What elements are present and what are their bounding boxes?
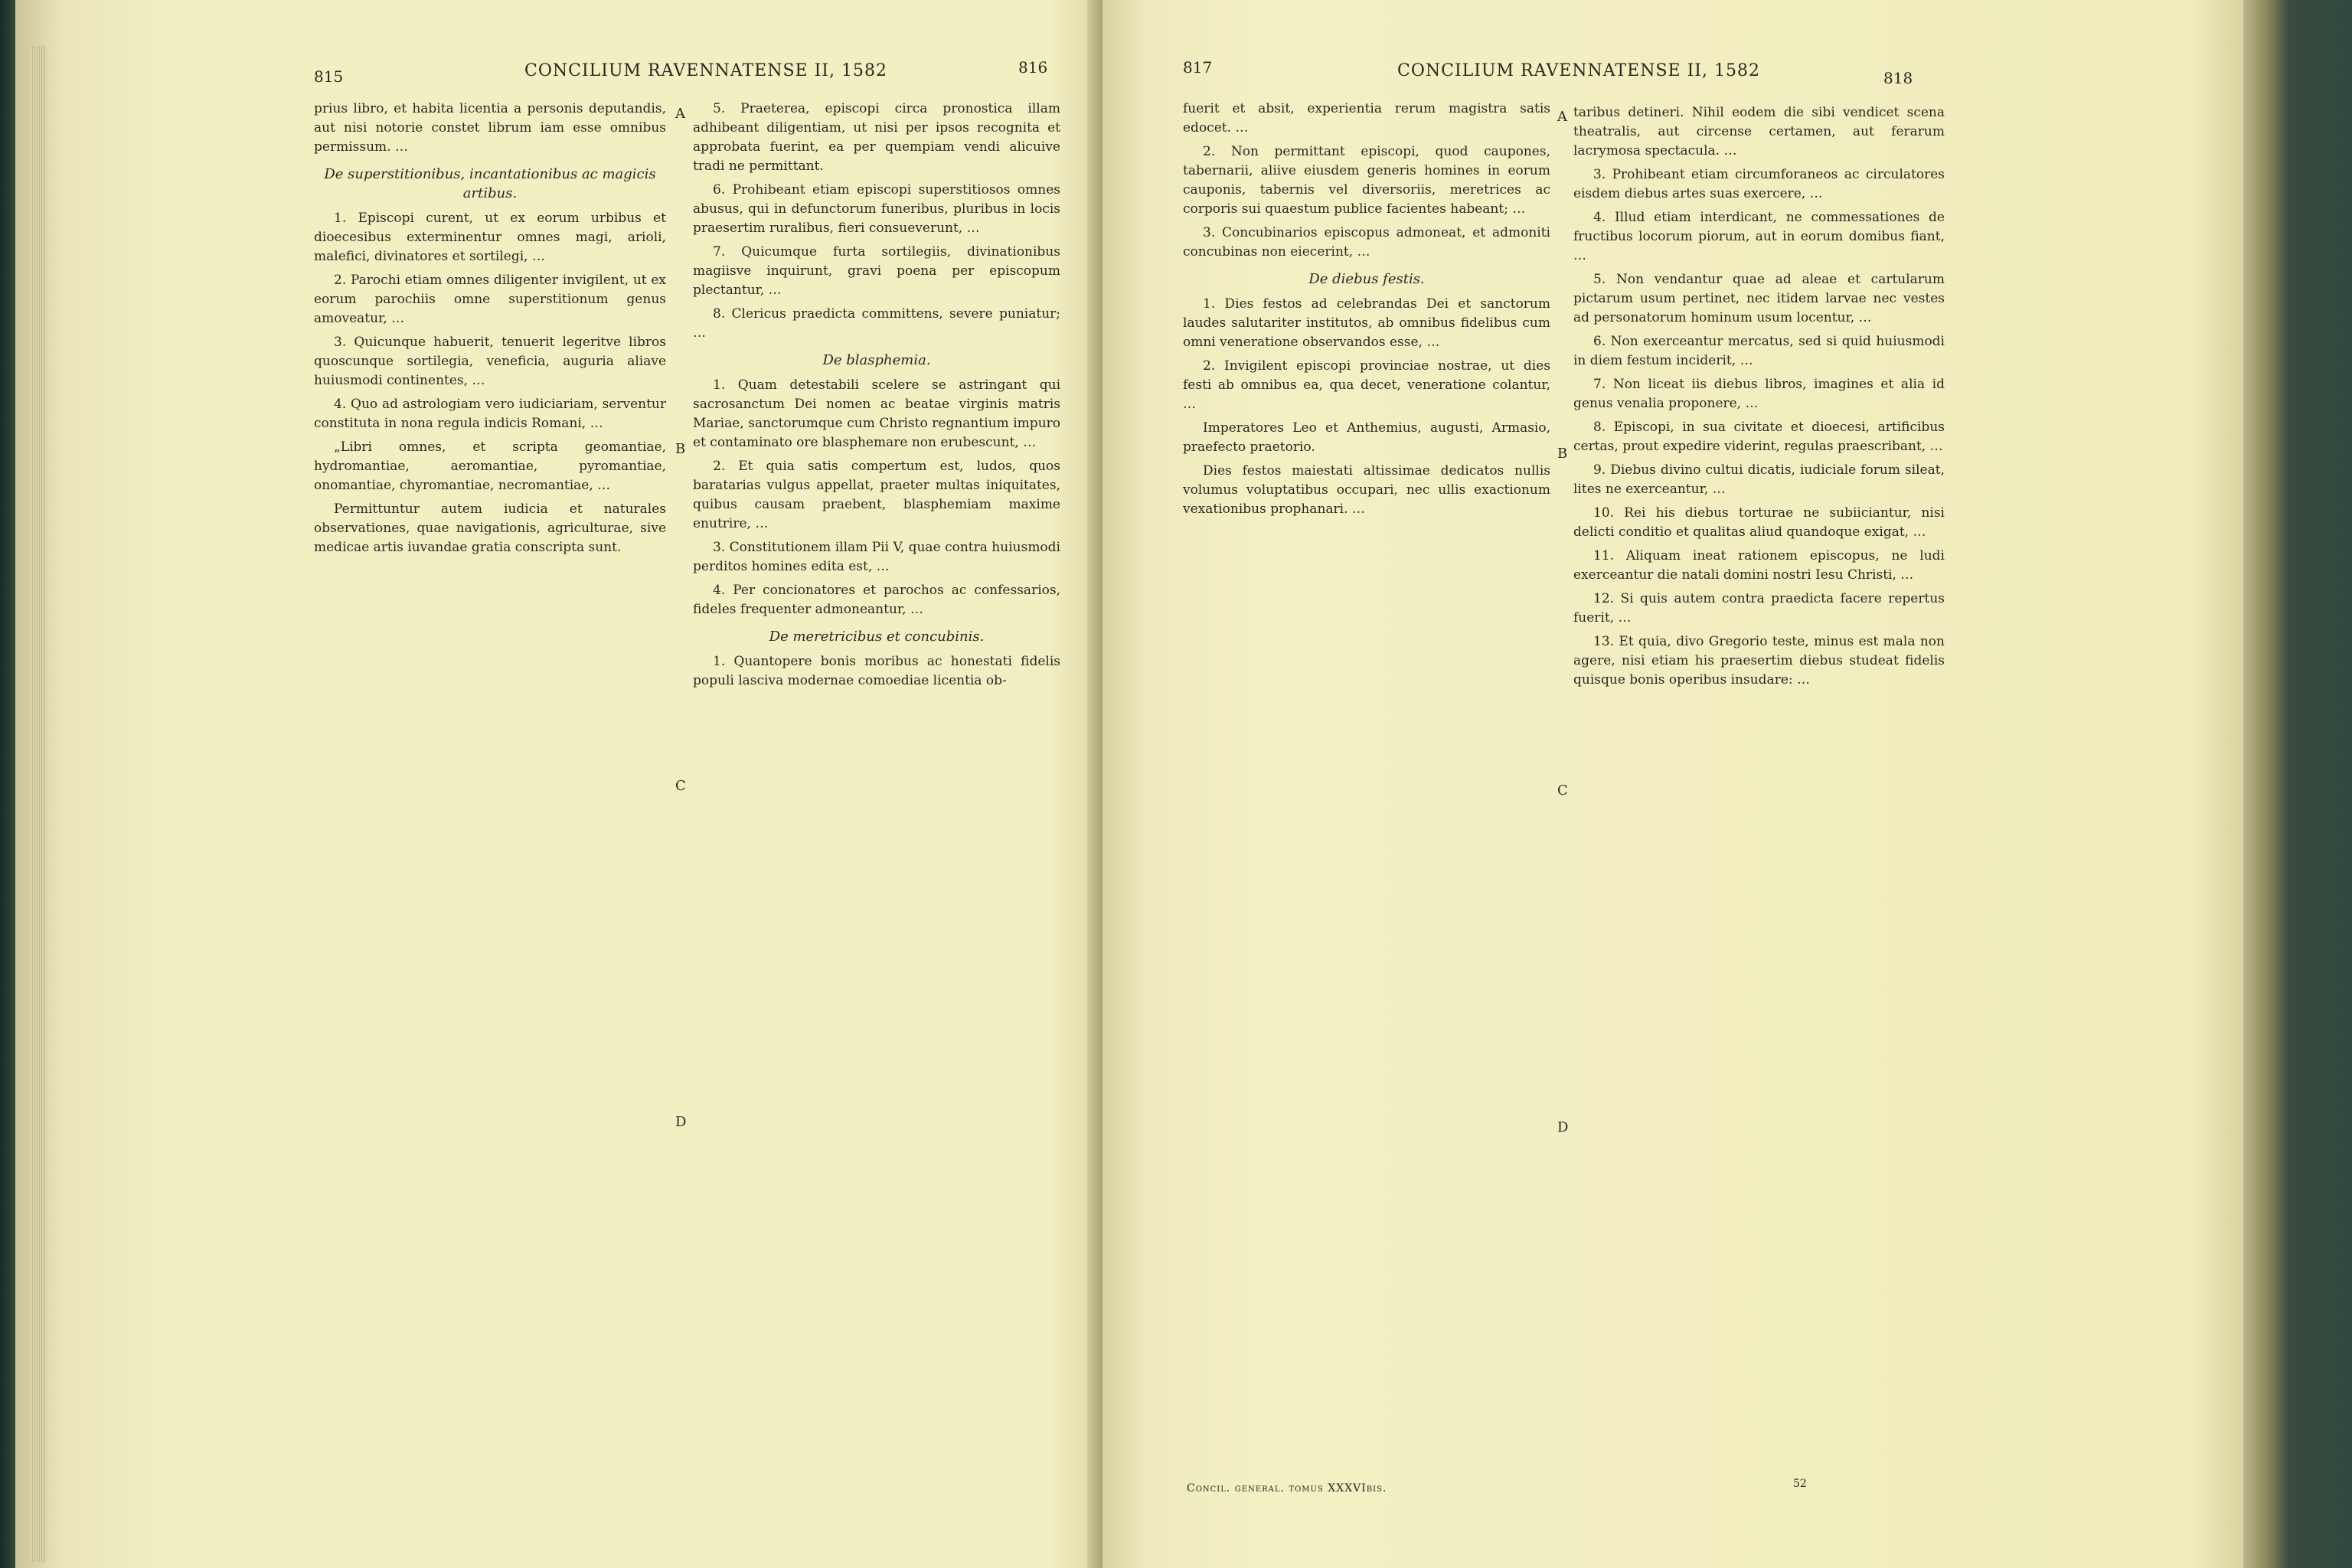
section-heading-blasphemy: De blasphemia. [822,352,931,368]
paragraph: 1. Quam detestabili scelere se astringant qui sacrosanctum Dei nomen ac beatae virginis matris Mariae, sanctorumque cum Christo regnantium impuro et contaminato ore blasphemare non erubescunt, … [693,377,1060,450]
paragraph: taribus detineri. Nihil eodem die sibi vendicet scena theatralis, aut circense certamen, aut ferarum lacrymosa spectacula. … [1573,105,1945,158]
paragraph: 2. Et quia satis compertum est, ludos, quos baratarias vulgus appellat, praeter multas iniquitates, quibus causam praebent, blasphemiam maxime enutrire, … [693,459,1060,531]
paragraph: 3. Quicunque habuerit, tenuerit legeritve libros quoscunque sortilegia, veneficia, auguria aliave huiusmodi continentes, … [314,335,666,388]
paragraph: 7. Non liceat iis diebus libros, imagines et alia id genus venalia proponere, … [1573,377,1945,411]
paragraph: 3. Constitutionem illam Pii V, quae contra huiusmodi perditos homines edita est, … [693,540,1060,574]
paragraph: 3. Prohibeant etiam circumforaneos ac circulatores eisdem diebus artes suas exercere, … [1573,167,1945,201]
paragraph: 6. Non exerceantur mercatus, sed si quid huiusmodi in diem festum inciderit, … [1573,334,1945,368]
paragraph: 4. Illud etiam interdicant, ne commessationes de fructibus locorum piorum, aut in eorum domibus fiant, … [1573,210,1945,263]
paragraph: 3. Concubinarios episcopus admoneat, et admoniti concubinas non eiecerint, … [1183,225,1550,260]
signature-mark: 52 [1793,1478,1807,1490]
paragraph: 1. Episcopi curent, ut ex eorum urbibus et dioecesibus exterminentur omnes magi, arioli, malefici, divinatores et sortilegi, … [314,211,666,264]
paragraph: 7. Quicumque furta sortilegiis, divinationibus magiisve inquirunt, gravi poena per episcopum plectantur, … [693,244,1060,298]
running-head-left: CONCILIUM RAVENNATENSE II, 1582 [524,61,887,80]
paragraph: 8. Clericus praedicta committens, severe puniatur; … [693,306,1060,341]
book-edge-right [2243,0,2352,1568]
section-heading-meretricibus: De meretricibus et concubinis. [769,629,985,645]
page-number-816: 816 [1018,58,1048,77]
paragraph: 10. Rei his diebus torturae ne subiiciantur, nisi delicti conditio et qualitas aliud quandoque exigat, … [1573,505,1945,540]
right-page-column-1 [1183,100,1550,524]
page-stack-left [31,46,46,1562]
margin-marker-a: A [675,106,685,122]
left-page [15,0,1102,1568]
margin-marker-b: B [1557,446,1568,462]
paragraph: 4. Quo ad astrologiam vero iudiciariam, serventur constituta in nona regula indicis Romani, … [314,397,666,431]
paragraph: 2. Non permittant episcopi, quod caupones, tabernarii, aliive eiusdem generis homines in eorum cauponis, tabernis vel diversoriis, meretrices ac corporis sui quaestum publice facientes habeant; … [1183,144,1550,217]
paragraph: 6. Prohibeant etiam episcopi superstitiosos omnes abusus, qui in defunctorum funeribus, pluribus in locis praesertim ruralibus, fieri consueverunt, … [693,182,1060,236]
margin-marker-b: B [675,441,686,457]
paragraph: Permittuntur autem iudicia et naturales observationes, quae navigationis, agriculturae, sive medicae artis iuvandae gratia conscripta sunt. [314,501,666,555]
paragraph: 11. Aliquam ineat rationem episcopus, ne ludi exerceantur die natali domini nostri Iesu Christi, … [1573,548,1945,583]
volume-footer: Concil. general. tomus XXXVIbis. [1187,1482,1387,1494]
left-page-column-1 [314,100,666,562]
margin-marker-d: D [1557,1119,1569,1135]
paragraph: 5. Non vendantur quae ad aleae et cartularum pictarum usum pertinet, nec itidem larvae nec vestes ad personatorum hominum usum locentur, … [1573,272,1945,325]
right-page-column-2 [1573,103,1945,694]
paragraph: 2. Invigilent episcopi provinciae nostrae, ut dies festi ab omnibus ea, qua decet, veneratione colantur, … [1183,358,1550,412]
page-number-818: 818 [1883,69,1913,87]
paragraph: 4. Per concionatores et parochos ac confessarios, fideles frequenter admoneantur, … [693,583,1060,617]
paragraph: Imperatores Leo et Anthemius, augusti, Armasio, praefecto praetorio. [1183,420,1550,455]
margin-marker-d: D [675,1114,687,1130]
right-page [1102,0,2243,1568]
margin-marker-c: C [1557,782,1568,799]
paragraph: „Libri omnes, et scripta geomantiae, hydromantiae, aeromantiae, pyromantiae, onomantiae, chyromantiae, necromantiae, … [314,439,666,493]
paragraph: 12. Si quis autem contra praedicta facere repertus fuerit, … [1573,591,1945,626]
section-heading-superstitions: De superstitionibus, incantationibus ac magicis artibus. [324,166,656,201]
paragraph: 1. Dies festos ad celebrandas Dei et sanctorum laudes salutariter institutos, ab omnibus fidelibus cum omni veneratione observandos esse, … [1183,296,1550,350]
paragraph: 8. Episcopi, in sua civitate et dioecesi, artificibus certas, prout expedire viderint, regulas praescribant, … [1573,420,1945,454]
paragraph: 5. Praeterea, episcopi circa pronostica illam adhibeant diligentiam, ut nisi per ipsos recognita et approbata fuerint, ea per quempiam vendi alicuive tradi ne permittant. [693,101,1060,174]
margin-marker-c: C [675,778,686,794]
paragraph: Dies festos maiestati altissimae dedicatos nullis volumus voluptatibus occupari, nec ullis exactionum vexationibus prophanari. … [1183,463,1550,517]
section-heading-festis: De diebus festis. [1308,271,1425,287]
paragraph: fuerit et absit, experientia rerum magistra satis edocet. … [1183,101,1550,136]
paragraph: 9. Diebus divino cultui dicatis, iudiciale forum sileat, lites ne exerceantur, … [1573,462,1945,497]
paragraph: 2. Parochi etiam omnes diligenter invigilent, ut ex eorum parochiis omne superstitionum genus amoveatur, … [314,273,666,326]
paragraph: 13. Et quia, divo Gregorio teste, minus est mala non agere, nisi etiam his praesertim diebus studeat fidelis quisque bonis operibus insudare: … [1573,634,1945,688]
margin-marker-a: A [1557,109,1567,125]
page-number-817: 817 [1183,58,1213,77]
running-head-right: CONCILIUM RAVENNATENSE II, 1582 [1397,61,1760,80]
paragraph: prius libro, et habita licentia a personis deputandis, aut nisi notorie constet librum iam esse omnibus permissum. … [314,101,666,155]
page-number-815: 815 [314,67,344,86]
left-page-column-2 [693,100,1060,695]
paragraph: 1. Quantopere bonis moribus ac honestati fidelis populi lasciva modernae comoediae licentia ob- [693,654,1060,688]
